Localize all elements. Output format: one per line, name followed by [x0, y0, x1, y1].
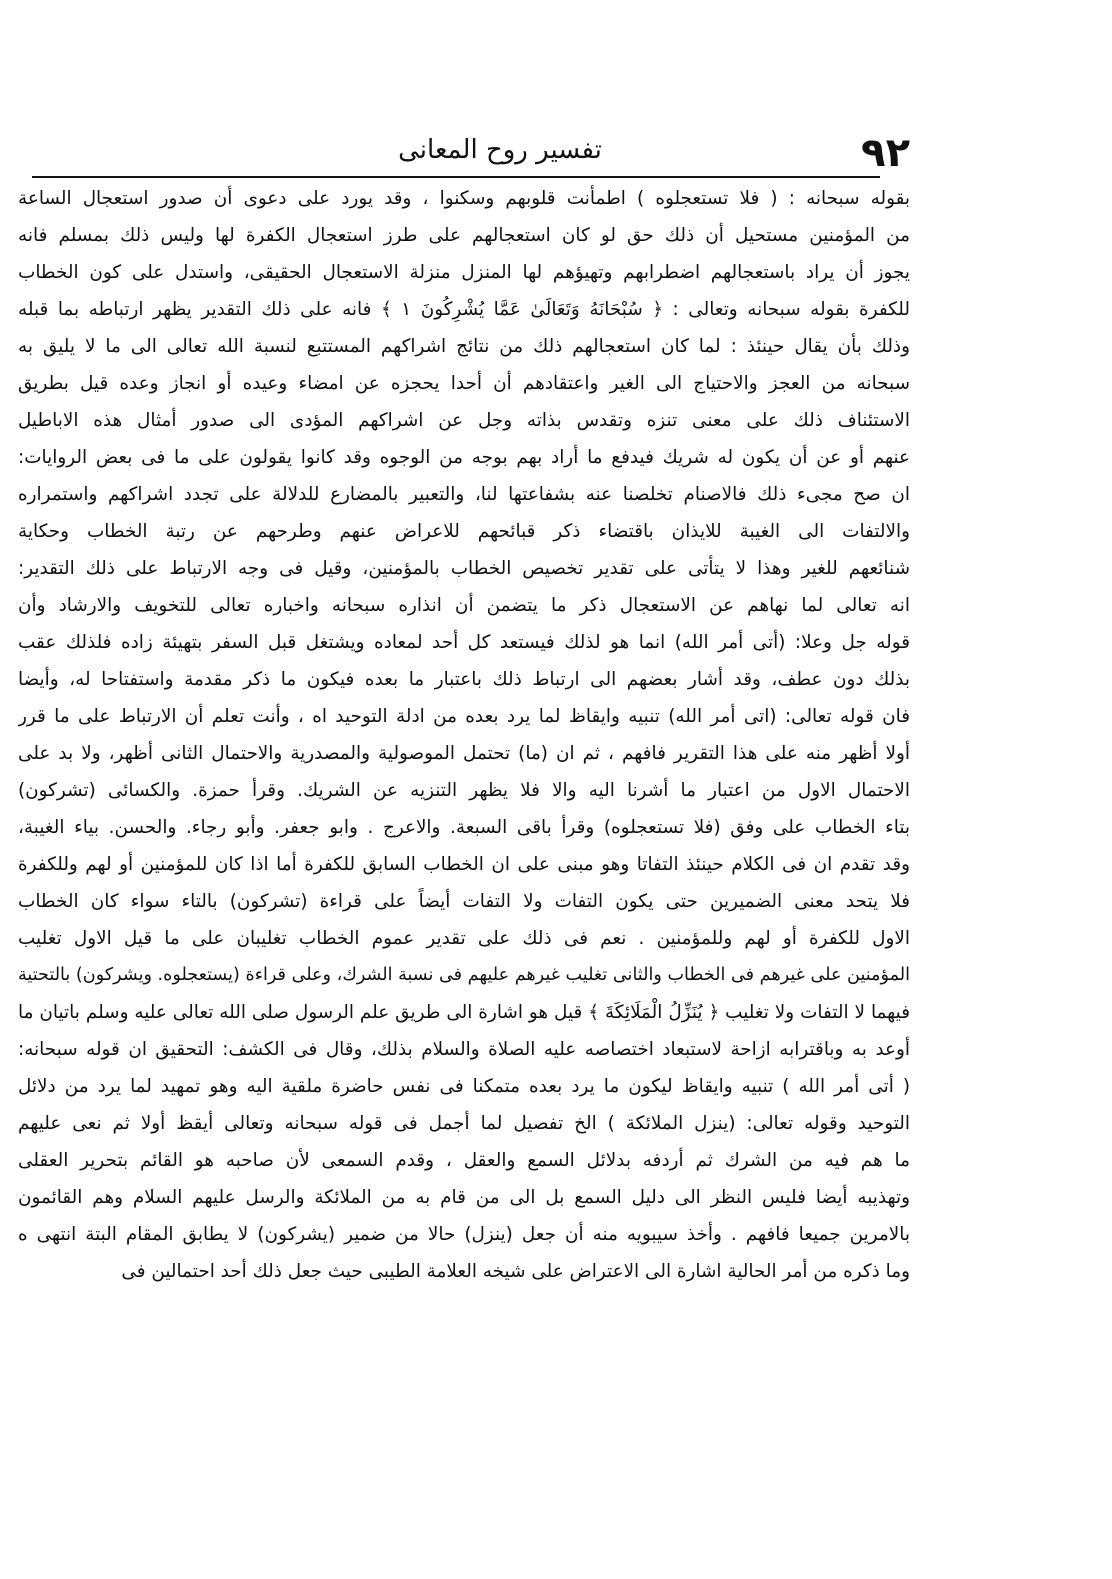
text-line: عنهم أو عن أن يكون له شريك فيدفع ما أراد بهم بوجه من الوجوه وقد كانوا يقولون على ما فى بعض الروايات: — [18, 447, 910, 468]
text-line: الاحتمال الاول من اعتبار ما أشرنا اليه والا فلا يظهر التنزيه عن الشريك. وقرأ حمزة. والكسائى (تشركون) — [18, 780, 910, 801]
text-line: ان صح مجىء ذلك فالاصنام تخلصنا عنه بشفاعتها لنا، والتعبير بالمضارع للدلالة على تجدد اشراكهم واستمراره — [18, 484, 910, 505]
text-line: قوله جل وعلا: (أتى أمر الله) انما هو لذلك فيستعد كل أحد لمعاده ويشتغل قبل السفر بتهيئة زاده فلذلك عقب — [18, 632, 910, 653]
text-line: بذلك دون عطف، وقد أشار بعضهم الى ارتباط ذلك باعتبار ما بعده فيكون ما ذكر مقدمة واستفتاحا له، وأيضا — [18, 669, 910, 690]
text-line: بتاء الخطاب على وفق (فلا تستعجلوه) وقرأ باقى السبعة. والاعرج . وابو جعفر. وأبو رجاء. والحسن. بياء الغيبة، — [18, 817, 910, 838]
page-number: ٩٢ — [861, 130, 910, 176]
text-line: فيهما لا التفات ولا تغليب ﴿ يُنَزِّلُ الْمَلَائِكَةَ ﴾ قيل هو اشارة الى طريق علم الرسول صلى الله تعالى عليه وسلم باتيان ما — [18, 1002, 910, 1023]
text-line: بالامرين جميعا فافهم . وأخذ سيبويه منه أن جعل (ينزل) حالا من ضمير (يشركون) لا يطابق المقام البتة انتهى ه — [18, 1224, 910, 1245]
text-line: أولا أظهر منه على هذا التقرير فافهم ، ثم ان (ما) تحتمل الموصولية والمصدرية والاحتمال الثانى أظهر، ولا بد على — [18, 743, 910, 764]
text-line: فان قوله تعالى: (اتى أمر الله) تنبيه وايقاظ لما يرد بعده من ادلة التوحيد اه ، وأنت تعلم أن الارتباط على ما قرر — [18, 706, 910, 727]
text-line: فلا يتحد معنى الضميرين حتى يكون التفات ولا التفات أيضاً على قراءة (تشركون) بالتاء سواء كان الخطاب — [18, 891, 910, 912]
body-text — [18, 180, 910, 1510]
text-line: شنائعهم للغير وهذا لا يتأتى على تقدير تخصيص الخطاب بالمؤمنين، وقيل فى وجه الارتباط على ذلك التقدير: — [18, 558, 910, 579]
text-line: انه تعالى لما نهاهم عن الاستعجال ذكر ما يتضمن أن انذاره سبحانه واخباره تعالى للتخويف والارشاد وأن — [18, 595, 910, 616]
text-line: وذلك بأن يقال حينئذ : لما كان استعجالهم ذلك من نتائج اشراكهم المستتبع لنسبة الله تعالى الى ما لا يليق به — [18, 336, 910, 357]
text-line: يجوز أن يراد باستعجالهم اضطرابهم وتهيؤهم لها المنزل منزلة الاستعجال الحقيقى، واستدل على كون الخطاب — [18, 262, 910, 283]
text-line: بقوله سبحانه : ( فلا تستعجلوه ) اطمأنت قلوبهم وسكنوا ، وقد يورد على دعوى أن صدور استعجال الساعة — [18, 188, 910, 209]
text-line: الاستئناف ذلك على معنى تنزه وتقدس بذاته وجل عن اشراكهم المؤدى الى صدور أمثال هذه الاباطيل — [18, 410, 910, 431]
text-line: ( أتى أمر الله ) تنبيه وايقاظ ليكون ما يرد بعده متمكنا فى نفس حاضرة ملقية اليه وهو تمهيد لما يرد من دلائل — [18, 1076, 910, 1097]
text-line: للكفرة بقوله سبحانه وتعالى : ﴿ سُبْحَانَهُ وَتَعَالَىٰ عَمَّا يُشْرِكُونَ ١ ﴾ فانه على ذلك التقدير يظهر ارتباطه بما قبله — [18, 299, 910, 320]
text-line: والالتفات الى الغيبة للايذان باقتضاء ذكر قبائحهم للاعراض عنهم وطرحهم عن رتبة الخطاب وحكاية — [18, 521, 910, 542]
running-title: تفسير روح المعانى — [398, 135, 602, 165]
text-line: سبحانه من العجز والاحتياج الى الغير واعتقادهم أن أحدا يحجزه عن امضاء وعيده أو انجاز وعده قيل بطريق — [18, 373, 910, 394]
text-line: المؤمنين على غيرهم فى الخطاب والثانى تغليب غيرهم عليهم فى نسبة الشرك، وعلى قراءة (يستعجلوه. ويشركون) بالتحتية — [18, 965, 910, 985]
text-line: أوعد به وباقترابه ازاحة لاستبعاد اختصاصه عليه الصلاة والسلام بذلك، وقال فى الكشف: التحقيق ان قوله سبحانه: — [18, 1039, 910, 1060]
text-line: وما ذكره من أمر الحالية اشارة الى الاعتراض على شيخه العلامة الطيبى حيث جعل ذلك أحد احتمالين فى — [121, 1261, 910, 1282]
header-rule — [32, 176, 880, 178]
text-line: وتهذيبه أيضا فليس النظر الى دليل السمع بل الى من قام به من الملائكة والرسل عليهم السلام وهم القائمون — [18, 1187, 910, 1208]
text-line: من المؤمنين مستحيل أن ذلك حق لو كان استعجالهم على طرز استعجال الكفرة لها وليس ذلك بمسلم فانه — [18, 225, 910, 246]
text-line: التوحيد وقوله تعالى: (ينزل الملائكة ) الخ تفصيل لما أجمل فى قوله سبحانه وتعالى أيقظ أولا ثم نعى عليهم — [18, 1113, 910, 1134]
text-line: وقد تقدم ان فى الكلام حينئذ التفاتا وهو مبنى على ان الخطاب السابق للكفرة أما اذا كان للمؤمنين أو لهم وللكفرة — [18, 854, 910, 875]
text-line: ما هم فيه من الشرك ثم أردفه بدلائل السمع والعقل ، وقدم السمعى لأن صاحبه هو القائم بتحرير العقلى — [18, 1150, 910, 1171]
text-line: الاول للكفرة أو لهم وللمؤمنين . نعم فى ذلك على تقدير عموم الخطاب تغليبان على ما قيل الاول تغليب — [18, 928, 910, 949]
